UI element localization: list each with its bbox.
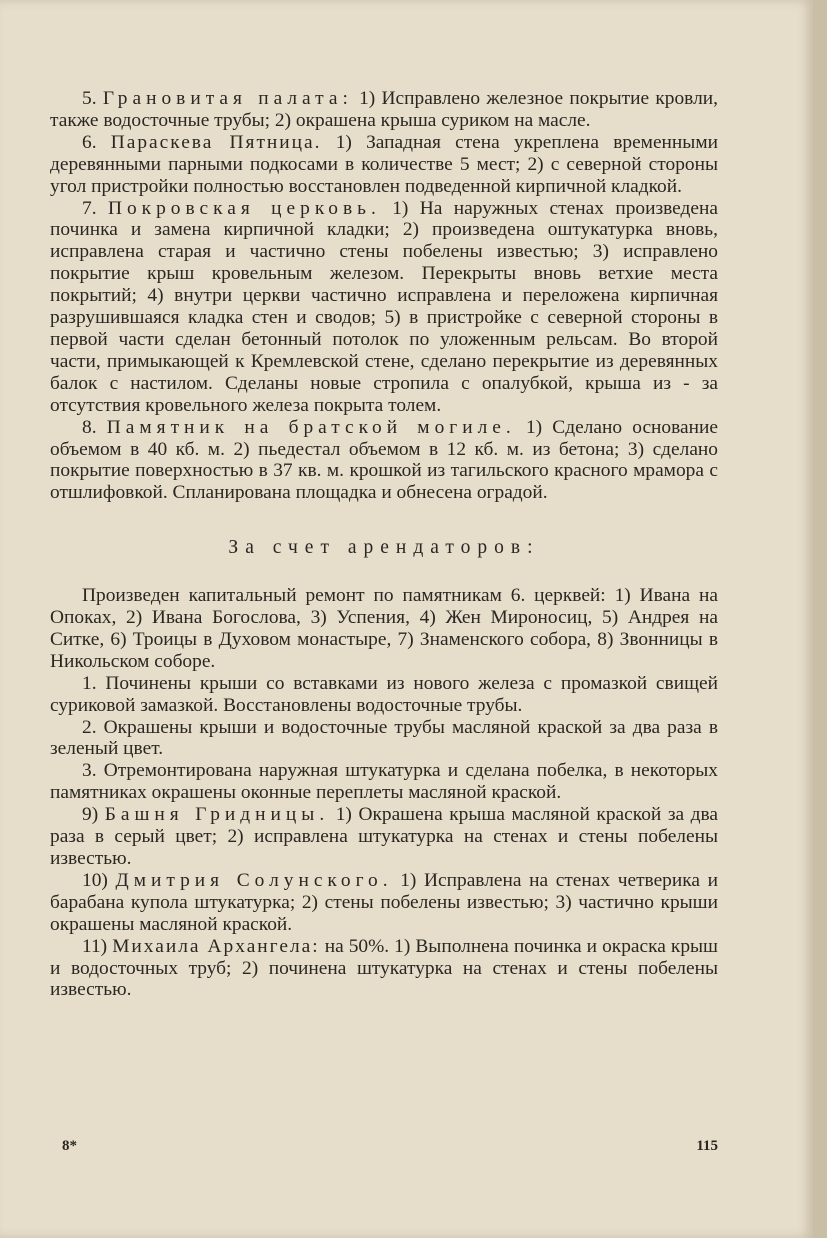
object-title: Памятник на братской могиле.	[106, 416, 516, 438]
page-body	[50, 88, 718, 1001]
list-item-2: 2. Окрашены крыши и водосточные трубы масляной краской за два раза в зеленый цвет.	[50, 716, 718, 760]
paragraph-text: 1) Исправлена на стенах четверика и барабана купола штукатурка; 2) стены побелены известью; 3) частично крыши окрашены масляной краской.	[50, 869, 718, 935]
page-number: 115	[696, 1138, 718, 1154]
paragraph-text: 1) На наружных стенах произведена починка и замена кирпичной кладки; 2) произведена оштукатурка вновь, исправлена старая и частично стены побелены известью; 3) исправлено покрытие крыш кровельным железом. Перекрыты вновь ветхие места покрытий; 4) внутри церкви частично исправлена и переложена кирпичная разрушившаяся кладка стен и сводов; 5) в пристройке с северной стороны в первой части сделан бетонный потолок по уложенным рельсам. Во второй части, примыкающей к Кремлевской стене, сделано перекрытие из деревянных балок с настилом. Сделаны новые стропила с опалубкой, крыша из - за отсутствия кровельного железа покрыта толем.	[50, 197, 718, 416]
paragraph-5	[50, 88, 718, 132]
item-number: 9)	[82, 804, 99, 826]
item-number: 8.	[82, 416, 97, 438]
object-title: Покровская церковь.	[107, 197, 381, 219]
list-item-3: 3. Отремонтирована наружная штукатурка и сделана побелка, в некоторых памятниках окрашены оконные переплеты масляной краской.	[50, 760, 718, 804]
paragraph-8	[50, 417, 718, 505]
paragraph-11	[50, 936, 718, 1002]
list-item-1: 1. Починены крыши со вставками из нового железа с промазкой свищей суриковой замазкой. Восстановлены водосточные трубы.	[50, 672, 718, 716]
printer-signature: 8*	[62, 1138, 77, 1154]
item-number: 6.	[82, 131, 97, 153]
paragraph-6	[50, 132, 718, 198]
object-title: Параскева Пятница.	[110, 131, 322, 153]
object-title: Грановитая палата:	[102, 88, 353, 109]
paragraph-9	[50, 804, 718, 870]
paragraph-text: на 50%. 1) Выполнена починка и окраска крыш и водосточных труб; 2) починена штукатурка на стенах и стены побелены известью.	[50, 935, 718, 1001]
intro-paragraph: Произведен капитальный ремонт по памятникам 6. церквей: 1) Ивана на Опоках, 2) Ивана Богослова, 3) Успения, 4) Жен Мироносиц, 5) Андрея на Ситке, 6) Троицы в Духовом монастыре, 7) Знаменского собора, 8) Звонницы в Никольском соборе.	[50, 585, 718, 672]
object-title: Дмитрия Солунского.	[115, 869, 393, 891]
paragraph-text: 1) Сделано основание объемом в 40 кб. м. 2) пьедестал объемом в 12 кб. м. из бетона; 3) сделано покрытие поверхностью в 37 кв. м. крошкой из тагильского красного мрамора с отшлифовкой. Спланирована площадка и обнесена оградой.	[50, 416, 718, 504]
paragraph-10	[50, 870, 718, 936]
paragraph-text: 1) Исправлено железное покрытие кровли, также водосточные трубы; 2) окрашена крыша суриком на масле.	[50, 88, 718, 131]
object-title: Михаила Архангела:	[112, 935, 320, 957]
section-heading: За счет арендаторов:	[228, 537, 540, 559]
page-edge	[813, 0, 827, 1238]
item-number: 7.	[82, 197, 97, 219]
object-title: Башня Гридницы.	[104, 804, 330, 826]
paragraph-7	[50, 198, 718, 417]
item-number: 10)	[82, 869, 108, 891]
item-number: 11)	[82, 935, 108, 957]
paragraph-text: 1) Западная стена укреплена временными деревянными парными подкосами в количестве 5 мест; 2) с северной стороны угол пристройки полностью восстановлен подведенной кирпичной кладкой.	[50, 131, 718, 197]
item-number: 5.	[82, 88, 97, 109]
paragraph-text: 1) Окрашена крыша масляной краской за два раза в серый цвет; 2) исправлена штукатурка на стенах и стены побелены известью.	[50, 804, 719, 869]
